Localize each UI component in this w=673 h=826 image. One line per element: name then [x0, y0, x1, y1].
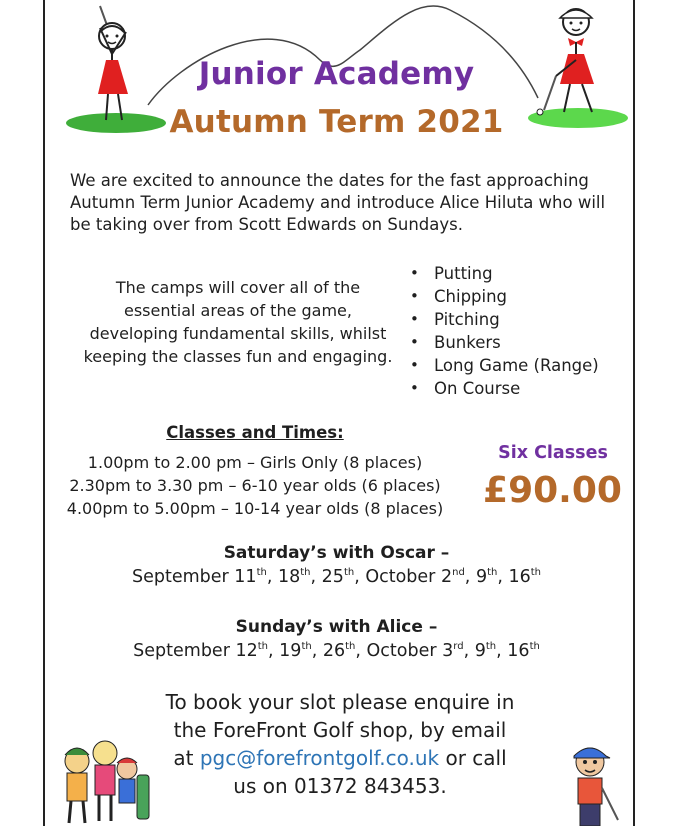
saturday-dates: September 11th, 18th, 25th, October 2nd, 9th, 16th: [131, 567, 542, 587]
sunday-dates: September 12th, 19th, 26th, October 3rd, 9th, 16th: [133, 641, 540, 661]
email-link[interactable]: pgc@forefrontgolf.co.uk: [199, 746, 440, 770]
price: £90.00: [483, 470, 622, 511]
booking-info: To book your slot please enquire in the ForeFront Golf shop, by email at pgc@forefrontgolf.co.uk or call us on 01372 843453.: [100, 688, 580, 800]
ball-arc-illustration: [120, 0, 550, 110]
skill-item: • Putting: [410, 262, 599, 285]
class-time-row: 1.00pm to 2.00 pm – Girls Only (8 places): [87, 453, 423, 472]
title-autumn-term: Autumn Term 2021: [169, 104, 504, 140]
boy-golfer-illustration: [560, 740, 635, 826]
camps-description: The camps will cover all of the essential areas of the game, developing fundamental skills, whilst keeping the classes fun and engaging.: [83, 278, 393, 366]
title-junior-academy: Junior Academy: [198, 56, 475, 92]
skill-item: • On Course: [410, 377, 599, 400]
saturday-heading: Saturday’s with Oscar –: [223, 543, 450, 563]
class-time-row: 2.30pm to 3.30 pm – 6-10 year olds (6 places): [69, 476, 441, 495]
skill-item: • Bunkers: [410, 331, 599, 354]
skill-item: • Pitching: [410, 308, 599, 331]
kids-golf-illustration: [55, 735, 155, 826]
class-times: [40, 451, 470, 520]
sunday-heading: Sunday’s with Alice –: [235, 617, 438, 637]
class-time-row: 4.00pm to 5.00pm – 10-14 year olds (8 places): [66, 499, 444, 518]
skills-list: [410, 262, 599, 400]
intro-paragraph: We are excited to announce the dates for the fast approaching Autumn Term Junior Academy and introduce Alice Hiluta who will be taking over from Scott Edwards on Sundays.: [70, 171, 606, 234]
phone-number: us on 01372 843453.: [233, 774, 447, 798]
skill-item: • Chipping: [410, 285, 599, 308]
classes-heading: Classes and Times:: [166, 423, 344, 442]
skill-item: • Long Game (Range): [410, 354, 599, 377]
six-classes-label: Six Classes: [498, 443, 608, 463]
